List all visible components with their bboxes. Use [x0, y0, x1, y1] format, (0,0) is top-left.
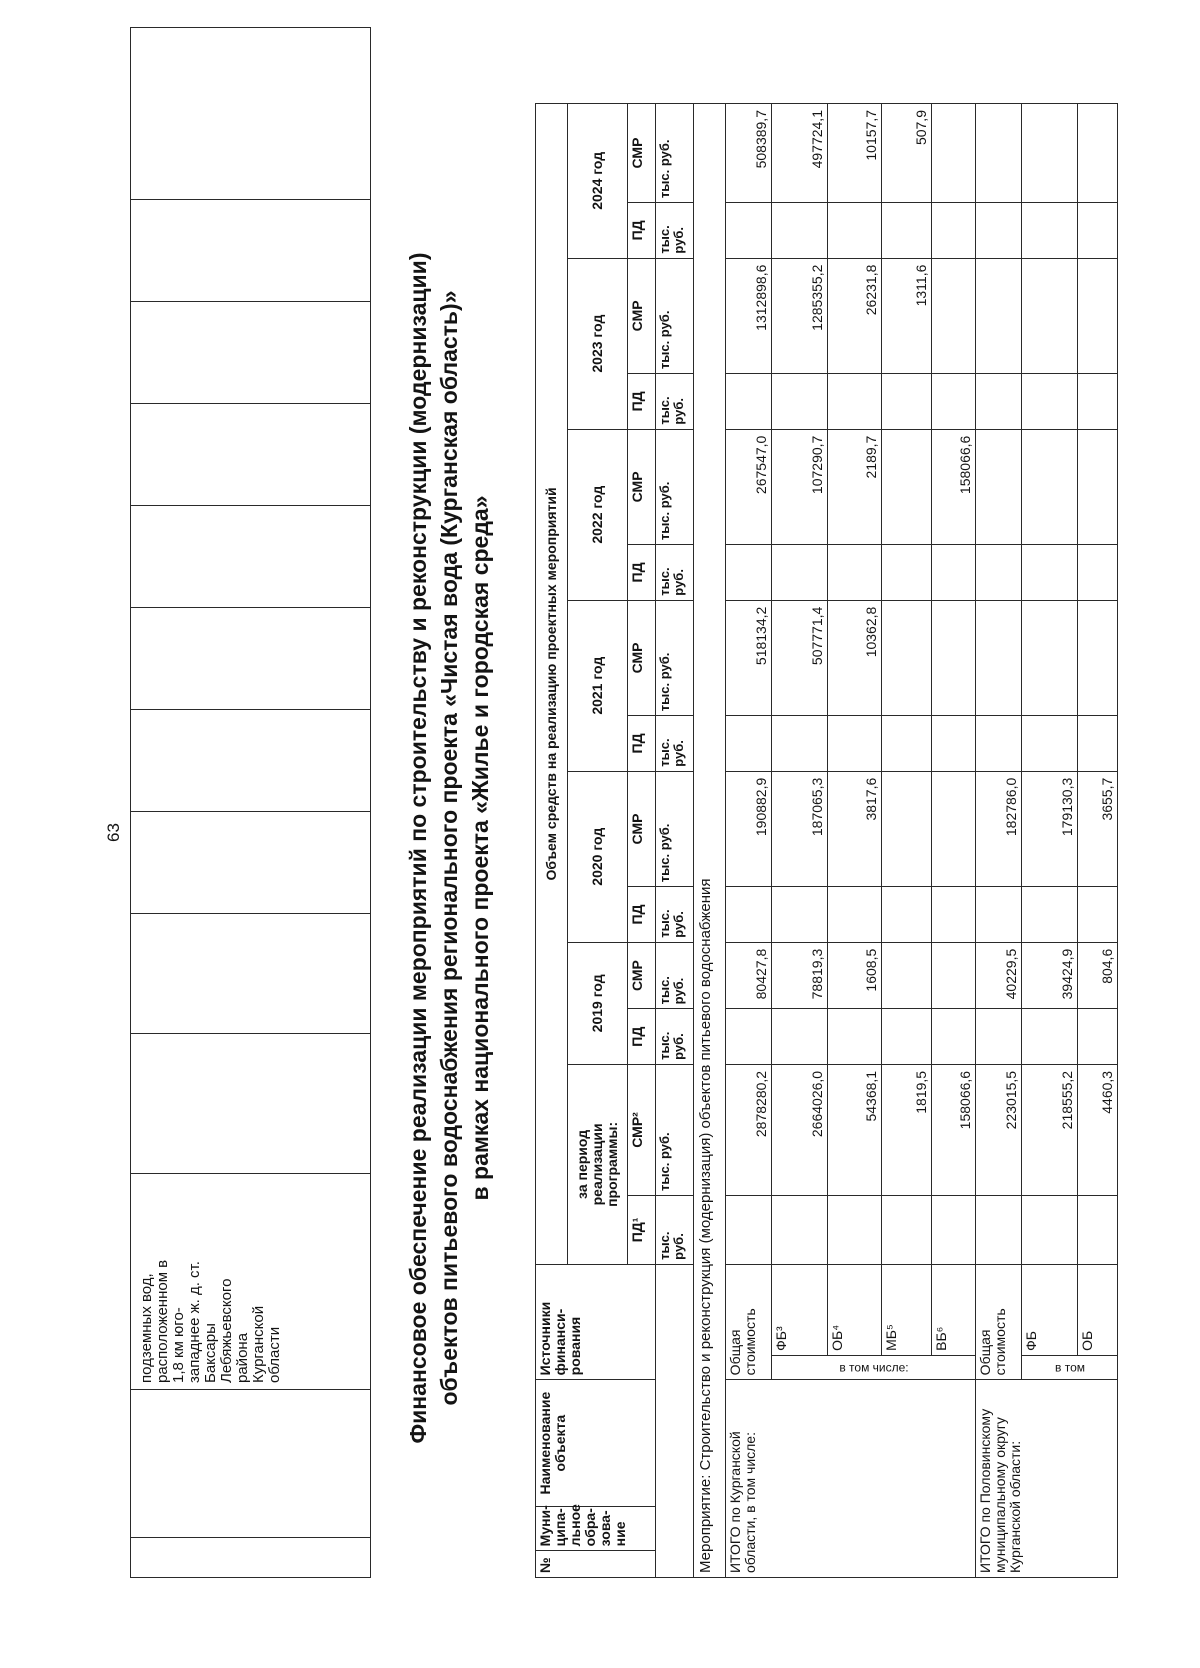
- object-name-line: муниципальному округу: [992, 1417, 1008, 1573]
- header-pd: ПД: [628, 203, 656, 259]
- smr-value-cell: [1022, 104, 1078, 203]
- header-pd: ПД: [628, 1009, 656, 1065]
- smr-value-cell: [882, 429, 932, 545]
- smr-value-cell: 1285355,2: [772, 258, 828, 374]
- pd-cell: [772, 1195, 828, 1264]
- pd-cell: [726, 203, 772, 259]
- unit-line: тыс.: [657, 1231, 672, 1260]
- smr-value-cell: 190882,9: [726, 771, 772, 887]
- smr-value-cell: 4460,3: [1078, 1064, 1118, 1195]
- source-cell: [772, 1264, 828, 1355]
- unit-line: руб.: [671, 398, 686, 425]
- unit-label: [656, 374, 694, 430]
- header-smr: СМР: [628, 942, 656, 1009]
- vertical-label: в том числе:: [838, 1360, 909, 1375]
- header-municipality: [536, 1506, 656, 1550]
- smr-value-cell: 10362,8: [828, 600, 882, 716]
- smr-value-cell: 40229,5: [976, 942, 1022, 1009]
- pd-cell: [882, 545, 932, 601]
- empty-cell: [131, 200, 371, 302]
- smr-value-cell: [932, 258, 976, 374]
- document-title: [403, 118, 496, 1578]
- header-line: ние: [612, 1521, 628, 1547]
- unit-line: тыс.: [657, 976, 672, 1005]
- text-line: области: [266, 1326, 283, 1383]
- source-line: ОБ: [1079, 1330, 1095, 1351]
- unit-label: [656, 1009, 694, 1065]
- unit-spacer: [656, 1264, 694, 1577]
- source-cell: [1022, 1264, 1078, 1355]
- text-line: расположенном в: [154, 1259, 171, 1383]
- unit-line: руб.: [671, 977, 686, 1005]
- smr-value-cell: 1608,5: [828, 942, 882, 1009]
- header-year: 2024 год: [568, 104, 628, 259]
- vertical-label: в том: [1054, 1360, 1085, 1375]
- empty-cell: [131, 302, 371, 404]
- smr-value-cell: 3817,6: [828, 771, 882, 887]
- source-line: Общая: [727, 1329, 743, 1376]
- empty-cell: [131, 914, 371, 1034]
- smr-value-cell: 218555,2: [1022, 1064, 1078, 1195]
- text-line: западнее ж. д. ст.: [186, 1261, 203, 1383]
- pd-cell: [726, 545, 772, 601]
- header-funding-sources: [536, 1264, 656, 1379]
- smr-value-cell: 10157,7: [828, 104, 882, 203]
- smr-value-cell: [1078, 104, 1118, 203]
- source-cell: [932, 1264, 976, 1355]
- unit-label: [656, 1195, 694, 1264]
- header-pd: ПД: [628, 374, 656, 430]
- empty-cell: [131, 812, 371, 914]
- pd-cell: [932, 1009, 976, 1065]
- source-line: стоимость: [992, 1308, 1008, 1376]
- text-line: 1,8 км юго-: [170, 1307, 187, 1383]
- pd-cell: [932, 716, 976, 772]
- header-line: льное: [567, 1504, 583, 1547]
- object-name-line: ИТОГО по Курганской: [727, 1431, 743, 1573]
- empty-cell: [131, 1390, 371, 1538]
- smr-value-cell: [882, 771, 932, 887]
- smr-value-cell: [1078, 258, 1118, 374]
- smr-value-cell: 508389,7: [726, 104, 772, 203]
- header-smr: СМР: [628, 429, 656, 545]
- unit-label: [656, 942, 694, 1009]
- pd-cell: [726, 374, 772, 430]
- smr-value-cell: 518134,2: [726, 600, 772, 716]
- pd-cell: [1022, 545, 1078, 601]
- header-line: Муни-: [537, 1505, 553, 1547]
- smr-value-cell: 182786,0: [976, 771, 1022, 887]
- pd-cell: [726, 716, 772, 772]
- text-line: подземных вод,: [138, 1273, 155, 1383]
- header-smr: СМР: [628, 771, 656, 887]
- unit-line: тыс.: [657, 567, 672, 596]
- smr-value-cell: [976, 258, 1022, 374]
- pd-cell: [828, 545, 882, 601]
- text-line: Баксары: [202, 1323, 219, 1383]
- table-row: [1022, 104, 1078, 1578]
- source-line: ОБ⁴: [829, 1324, 845, 1351]
- smr-value-cell: 804,6: [1078, 942, 1118, 1009]
- header-pd: ПД: [628, 716, 656, 772]
- header-line: рования: [567, 1316, 583, 1376]
- smr-value-cell: 2664026,0: [772, 1064, 828, 1195]
- header-object-name: [536, 1380, 656, 1507]
- smr-value-cell: 267547,0: [726, 429, 772, 545]
- source-cell: [976, 1264, 1022, 1379]
- header-pd: ПД¹: [628, 1195, 656, 1264]
- header-line: реализации: [589, 1123, 605, 1206]
- smr-value-cell: 2189,7: [828, 429, 882, 545]
- unit-label: [656, 716, 694, 772]
- header-smr: СМР²: [628, 1064, 656, 1195]
- text-line: Курганской: [250, 1305, 267, 1383]
- header-smr: СМР: [628, 258, 656, 374]
- header-year: 2021 год: [568, 600, 628, 771]
- pd-cell: [1022, 1195, 1078, 1264]
- smr-value-cell: 179130,3: [1022, 771, 1078, 887]
- unit-label: [656, 203, 694, 259]
- pd-cell: [828, 1195, 882, 1264]
- unit-label: [656, 545, 694, 601]
- header-pd: ПД: [628, 887, 656, 943]
- smr-value-cell: [1022, 600, 1078, 716]
- pd-cell: [976, 1195, 1022, 1264]
- pd-cell: [828, 887, 882, 943]
- source-cell: [882, 1264, 932, 1355]
- pd-cell: [772, 203, 828, 259]
- source-cell: [828, 1264, 882, 1355]
- header-year: 2020 год: [568, 771, 628, 942]
- unit-line: тыс.: [657, 1031, 672, 1060]
- pd-cell: [1078, 203, 1118, 259]
- pd-cell: [772, 374, 828, 430]
- section-title: Мероприятие: Строительство и реконструкция (модернизация) объектов питьевого водоснабжения: [694, 104, 726, 1578]
- smr-value-cell: 107290,7: [772, 429, 828, 545]
- table-row: [772, 104, 828, 1578]
- smr-value-cell: 497724,1: [772, 104, 828, 203]
- pd-cell: [726, 1009, 772, 1065]
- pd-cell: [932, 374, 976, 430]
- title-line: в рамках национального проекта «Жилье и городская среда»: [467, 495, 493, 1201]
- source-cell: [1078, 1264, 1118, 1355]
- header-line: Источники: [537, 1301, 553, 1376]
- smr-value-cell: [976, 104, 1022, 203]
- pd-cell: [772, 545, 828, 601]
- pd-cell: [932, 203, 976, 259]
- pd-cell: [882, 887, 932, 943]
- pd-cell: [1078, 374, 1118, 430]
- pd-cell: [932, 545, 976, 601]
- smr-value-cell: [932, 771, 976, 887]
- pd-cell: [882, 203, 932, 259]
- pd-cell: [828, 203, 882, 259]
- source-line: ФБ: [1023, 1331, 1039, 1351]
- table-row: [976, 104, 1022, 1578]
- header-smr: СМР: [628, 104, 656, 203]
- unit-line: тыс.: [657, 909, 672, 938]
- unit-label: тыс. руб.: [656, 771, 694, 887]
- smr-value-cell: 158066,6: [932, 429, 976, 545]
- title-line: Финансовое обеспечение реализации мероприятий по строительству и реконструкции (модернизации): [405, 252, 431, 1444]
- text-line: района: [234, 1332, 251, 1383]
- pd-cell: [976, 374, 1022, 430]
- header-volume: Объем средств на реализацию проектных мероприятий: [536, 104, 568, 1265]
- smr-value-cell: 26231,8: [828, 258, 882, 374]
- smr-value-cell: [882, 600, 932, 716]
- header-pd: ПД: [628, 545, 656, 601]
- unit-label: тыс. руб.: [656, 1064, 694, 1195]
- vertical-label-cell: [772, 1355, 976, 1379]
- smr-value-cell: [932, 600, 976, 716]
- header-line: финанси-: [552, 1308, 568, 1376]
- object-name-line: области, в том числе:: [742, 1432, 758, 1573]
- source-line: стоимость: [742, 1308, 758, 1376]
- source-line: ВБ⁶: [933, 1326, 949, 1351]
- object-name-line: ИТОГО по Половинскому: [977, 1408, 993, 1573]
- smr-value-cell: 507,9: [882, 104, 932, 203]
- smr-value-cell: 54368,1: [828, 1064, 882, 1195]
- header-line: обра-: [582, 1508, 598, 1547]
- header-number: №: [536, 1551, 656, 1578]
- table-row: [726, 104, 772, 1578]
- pd-cell: [828, 374, 882, 430]
- unit-line: тыс.: [657, 396, 672, 425]
- pd-cell: [1078, 716, 1118, 772]
- pd-cell: [1078, 1009, 1118, 1065]
- smr-value-cell: [932, 942, 976, 1009]
- header-line: ципа-: [552, 1508, 568, 1547]
- table-body: [726, 104, 1118, 1578]
- smr-value-cell: [1078, 429, 1118, 545]
- header-line: за период: [574, 1129, 590, 1199]
- unit-line: руб.: [671, 1033, 686, 1060]
- continuation-table: [130, 27, 371, 1578]
- source-line: ФБ³: [773, 1326, 789, 1351]
- empty-cell: [131, 710, 371, 812]
- header-year: 2019 год: [568, 942, 628, 1064]
- unit-label: тыс. руб.: [656, 258, 694, 374]
- pd-cell: [1022, 1009, 1078, 1065]
- text-line: Лебяжьевского: [218, 1278, 235, 1383]
- smr-value-cell: 80427,8: [726, 942, 772, 1009]
- pd-cell: [976, 545, 1022, 601]
- pd-cell: [882, 716, 932, 772]
- header-line: объекта: [552, 1414, 568, 1472]
- object-name-cell: [726, 1380, 976, 1578]
- object-description-cell: [131, 1174, 371, 1390]
- source-cell: [726, 1264, 772, 1379]
- pd-cell: [772, 1009, 828, 1065]
- unit-label: тыс. руб.: [656, 104, 694, 203]
- pd-cell: [976, 203, 1022, 259]
- empty-cell: [131, 404, 371, 506]
- smr-value-cell: 223015,5: [976, 1064, 1022, 1195]
- page-number: 63: [104, 823, 123, 842]
- smr-value-cell: 187065,3: [772, 771, 828, 887]
- empty-cell: [131, 28, 371, 200]
- unit-label: тыс. руб.: [656, 600, 694, 716]
- financing-table: [535, 103, 1118, 1578]
- unit-line: тыс.: [657, 225, 672, 254]
- pd-cell: [726, 1195, 772, 1264]
- header-period: [568, 1064, 628, 1264]
- pd-cell: [828, 1009, 882, 1065]
- smr-value-cell: 1312898,6: [726, 258, 772, 374]
- empty-cell: [131, 506, 371, 608]
- unit-label: [656, 887, 694, 943]
- unit-label: тыс. руб.: [656, 429, 694, 545]
- empty-cell: [131, 1034, 371, 1174]
- smr-value-cell: [1022, 258, 1078, 374]
- header-smr: СМР: [628, 600, 656, 716]
- smr-value-cell: 3655,7: [1078, 771, 1118, 887]
- smr-value-cell: [932, 104, 976, 203]
- source-line: Общая: [977, 1329, 993, 1376]
- object-name-line: Курганской области:: [1007, 1440, 1023, 1573]
- smr-value-cell: 158066,6: [932, 1064, 976, 1195]
- pd-cell: [1022, 203, 1078, 259]
- object-name-cell: [976, 1380, 1118, 1578]
- unit-line: руб.: [671, 226, 686, 254]
- pd-cell: [1078, 1195, 1118, 1264]
- pd-cell: [976, 1009, 1022, 1065]
- pd-cell: [726, 887, 772, 943]
- title-line: объектов питьевого водоснабжения регионального проекта «Чистая вода (Курганская область)»: [436, 290, 462, 1406]
- unit-line: руб.: [671, 911, 686, 938]
- pd-cell: [976, 887, 1022, 943]
- pd-cell: [828, 716, 882, 772]
- pd-cell: [772, 887, 828, 943]
- pd-cell: [1022, 716, 1078, 772]
- empty-cell: [131, 1538, 371, 1578]
- empty-cell: [131, 608, 371, 710]
- pd-cell: [882, 1009, 932, 1065]
- smr-value-cell: [976, 600, 1022, 716]
- pd-cell: [1078, 887, 1118, 943]
- unit-line: тыс.: [657, 738, 672, 767]
- source-line: МБ⁵: [883, 1324, 899, 1351]
- smr-value-cell: [976, 429, 1022, 545]
- smr-value-cell: [1022, 429, 1078, 545]
- pd-cell: [932, 1195, 976, 1264]
- smr-value-cell: 2878280,2: [726, 1064, 772, 1195]
- header-line: зова-: [597, 1510, 613, 1547]
- smr-value-cell: 78819,3: [772, 942, 828, 1009]
- pd-cell: [882, 1195, 932, 1264]
- vertical-label-cell: [1022, 1355, 1118, 1379]
- pd-cell: [1078, 545, 1118, 601]
- smr-value-cell: 1819,5: [882, 1064, 932, 1195]
- smr-value-cell: 1311,6: [882, 258, 932, 374]
- pd-cell: [1022, 887, 1078, 943]
- header-year: 2022 год: [568, 429, 628, 600]
- header-line: Наименование: [537, 1391, 553, 1495]
- pd-cell: [882, 374, 932, 430]
- pd-cell: [772, 716, 828, 772]
- pd-cell: [932, 887, 976, 943]
- unit-line: руб.: [671, 740, 686, 767]
- smr-value-cell: [1078, 600, 1118, 716]
- header-line: программы:: [604, 1121, 620, 1207]
- unit-line: руб.: [671, 1233, 686, 1260]
- smr-value-cell: 507771,4: [772, 600, 828, 716]
- header-year: 2023 год: [568, 258, 628, 429]
- pd-cell: [1022, 374, 1078, 430]
- unit-line: руб.: [671, 569, 686, 596]
- smr-value-cell: [882, 942, 932, 1009]
- smr-value-cell: 39424,9: [1022, 942, 1078, 1009]
- pd-cell: [976, 716, 1022, 772]
